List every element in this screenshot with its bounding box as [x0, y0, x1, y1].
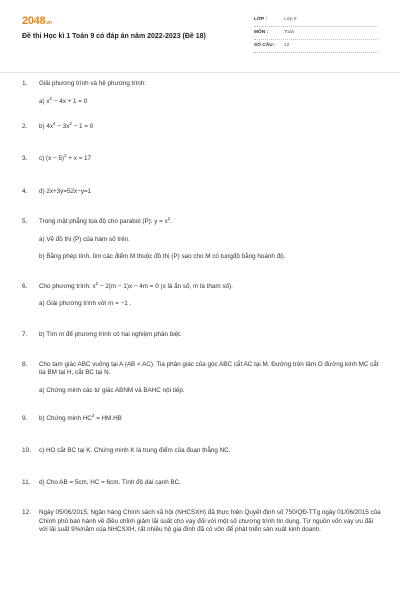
question-text: b) $4x^4 - 3x^2 - 1 = 0$: [39, 120, 94, 130]
meta-value: 12: [284, 42, 290, 48]
question-sub: a) Giải phương trình với m = −1 .: [39, 300, 132, 308]
meta-row-class: [254, 14, 378, 27]
question-number: 5.: [22, 218, 28, 226]
document-header: [22, 12, 378, 62]
meta-value: Toán: [284, 29, 295, 35]
question-number: 10.: [22, 446, 32, 454]
question-number: 2.: [22, 123, 28, 130]
document-title: Đề thi Học kì 1 Toán 9 có đáp án năm 2022-2023 (Đề 18): [22, 33, 206, 40]
question-12: [22, 509, 382, 535]
question-sub: b) Bằng phép tính, tìm các điểm M thuộc đồ thị (P) sao cho M có tungđộ bằng hoành độ.: [39, 253, 286, 261]
question-8: [22, 361, 382, 396]
question-3: [22, 152, 382, 164]
question-number: 4.: [22, 187, 28, 195]
meta-row-count: [254, 40, 378, 53]
question-number: 8.: [22, 360, 28, 368]
question-number: 12.: [22, 509, 32, 517]
question-6: [22, 280, 382, 309]
question-number: 3.: [22, 154, 28, 162]
question-1: [22, 80, 382, 106]
question-number: 9.: [22, 415, 28, 423]
meta-row-subject: [254, 27, 378, 40]
question-9: [22, 412, 382, 424]
question-text: Cho tam giác ABC vuông tại A (AB < AC). Tia phân giác của góc ABC cắt AC tại M. Đường tròn tâm O đường kính MC cắt tia BM tại H, cắt BC tại N.: [39, 360, 379, 377]
question-4: [22, 188, 382, 197]
question-number: 7.: [22, 330, 28, 338]
meta-panel: [254, 14, 378, 53]
question-sub: a) Vẽ đồ thị (P) của hàm số trên.: [39, 235, 130, 243]
question-number: 1.: [22, 80, 28, 87]
site-logo[interactable]: [22, 14, 52, 29]
meta-label: LỚP :: [254, 16, 268, 22]
question-list: [22, 80, 382, 535]
question-text: c) $(x - 5)^2 + x = 17$: [39, 152, 92, 162]
question-sub: a) Chứng minh các tứ giác ABNM và BAHC nội tiếp.: [39, 386, 185, 394]
question-text: Ngày 05/06/2015, Ngân hàng Chính sách xã hội (NHCSXH) đã thực hiện Quyết định số 750/QĐ-TTg ngày 01/06/2015 của Chính phủ ban hành về điều chỉnh giảm lãi suất cho vay đối với một số chương trình tín dụng. Từ nguồn vốn vay ưu đãi với lãi suất 9%/năm của NHCSXH, rất nhiều hộ gia đình đã có vốn để phát triển sản xuất kinh doanh.: [39, 509, 381, 534]
meta-label: SỐ CÂU :: [254, 42, 276, 48]
header-divider: [0, 72, 400, 73]
question-number: 11.: [22, 478, 31, 486]
question-2: [22, 120, 382, 132]
question-text: d) 2x+3y=52x−y=1: [39, 187, 92, 195]
question-sub: a) $x^2 - 4x + 1 = 0$: [39, 95, 88, 105]
question-text: b) Chứng minh $HC^2 = HM.HB$: [39, 412, 122, 423]
meta-value: Lớp 9: [284, 16, 297, 22]
question-7: [22, 331, 382, 340]
logo-text: 2048: [22, 15, 46, 27]
question-text: c) HO cắt BC tại K. Chứng minh K là trung điểm của đoạn thẳng NC.: [39, 446, 231, 454]
question-text: Giải phương trình và hệ phương trình:: [39, 80, 147, 87]
question-11: [22, 479, 382, 488]
question-5: [22, 218, 382, 262]
question-10: [22, 447, 382, 456]
meta-label: MÔN :: [254, 29, 269, 35]
question-text: b) Tìm m để phương trình có hai nghiệm phân biệt.: [39, 330, 182, 338]
question-text: Cho phương trình: $x^2 - 2(m - 1)x - 4m = 0$ (x là ẩn số, m là tham số).: [39, 280, 233, 290]
question-text: Trong mặt phẳng tọa độ cho parabol (P): $y = x^2$.: [39, 216, 173, 226]
question-text: d) Cho AB = 5cm, HC = 6cm. Tính độ dài cạnh BC.: [39, 478, 181, 486]
question-number: 6.: [22, 282, 28, 290]
logo-suffix: .vn: [45, 20, 52, 26]
